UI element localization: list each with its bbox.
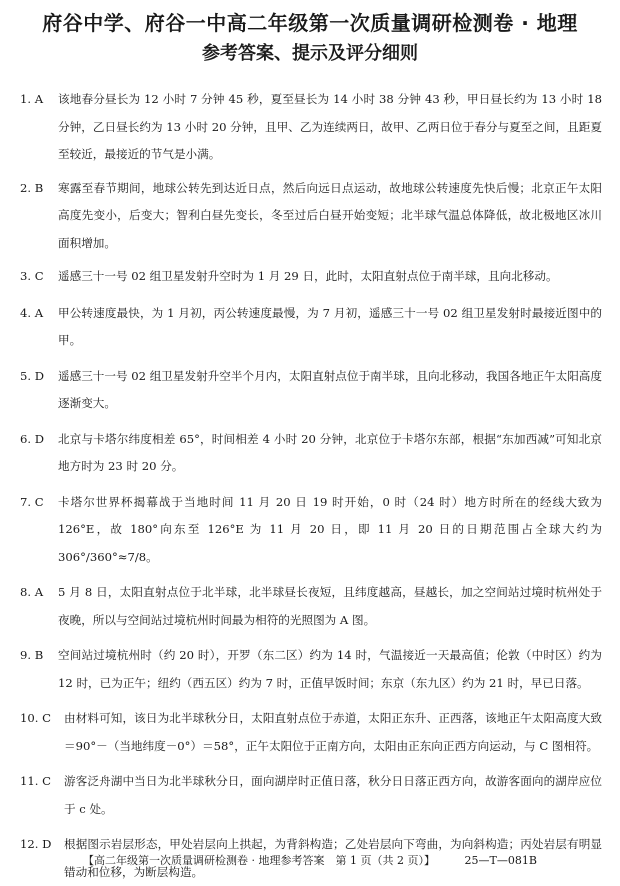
answer-explanation: 遥感三十一号 02 组卫星发射升空时为 1 月 29 日，此时，太阳直射点位于南半球，且向北移动。 bbox=[58, 269, 558, 283]
answer-explanation: 该地春分昼长为 12 小时 7 分钟 45 秒，夏至昼长为 14 小时 38 分钟 43 秒，甲日昼长约为 13 小时 18 分钟，乙日昼长约为 13 小时 20 分钟，且甲、乙为连续两日，故甲、乙两日位于春分与夏至之间，且距夏至较近，最接近的节气是小满。 bbox=[58, 92, 602, 161]
answer-number: 1. A bbox=[20, 92, 44, 106]
answer-number: 4. A bbox=[20, 305, 44, 320]
answer-item-8 bbox=[20, 579, 602, 634]
answer-number: 11. C bbox=[20, 774, 51, 788]
footer-caption: 【高二年级第一次质量调研检测卷 · 地理参考答案 第 1 页（共 2 页）】 bbox=[83, 854, 436, 867]
answer-item-5 bbox=[20, 363, 602, 418]
answer-number: 2. B bbox=[20, 180, 44, 195]
answer-explanation: 卡塔尔世界杯揭幕战于当地时间 11 月 20 日 19 时开始，0 时（24 时）地方时所在的经线大致为 126°E，故 180°向东至 126°E 为 11 月 20 日，即 11 月 20 日的日期范围占全球大约为 306°/360°≈7/8。 bbox=[58, 494, 602, 564]
answer-item-3 bbox=[20, 263, 602, 291]
answer-item-7 bbox=[20, 489, 602, 572]
answer-item-9 bbox=[20, 642, 602, 697]
answer-item-4 bbox=[20, 300, 602, 355]
answer-explanation: 由材料可知，该日为北半球秋分日，太阳直射点位于赤道，太阳正东升、正西落，该地正午太阳高度大致＝90°－（当地纬度－0°）＝58°，正午太阳位于正南方向，太阳由正东向正西方向运动，与 C 图相符。 bbox=[64, 711, 602, 753]
answer-explanation: 空间站过境杭州时（约 20 时），开罗（东二区）约为 14 时，气温接近一天最高值；伦敦（中时区）约为 12 时，已为正午；纽约（西五区）约为 7 时，正值早饭时间；东京（东九区）约为 21 时，早已日落。 bbox=[58, 648, 602, 690]
answer-item-10 bbox=[20, 705, 602, 760]
answer-item-6 bbox=[20, 426, 602, 481]
answer-explanation: 游客泛舟湖中当日为北半球秋分日，面向湖岸时正值日落，秋分日日落正西方向，故游客面向的湖岸应位于 c 处。 bbox=[64, 774, 602, 816]
document-code: 25—T—081B bbox=[464, 854, 537, 867]
answer-list bbox=[20, 86, 602, 886]
page-title: 府谷中学、府谷一中高二年级第一次质量调研检测卷 · 地理 bbox=[42, 11, 578, 35]
answer-number: 12. D bbox=[20, 837, 52, 851]
answer-explanation: 5 月 8 日，太阳直射点位于北半球，北半球昼长夜短，且纬度越高，昼越长，加之空间站过境时杭州处于夜晚，所以与空间站过境杭州时间最为相符的光照图为 A 图。 bbox=[58, 585, 602, 627]
page-footer bbox=[0, 852, 620, 870]
answer-item-2 bbox=[20, 175, 602, 258]
answer-number: 6. D bbox=[20, 431, 45, 446]
answer-explanation: 遥感三十一号 02 组卫星发射升空半个月内，太阳直射点位于南半球，且向北移动，我国各地正午太阳高度逐渐变大。 bbox=[58, 368, 602, 410]
answer-item-1 bbox=[20, 86, 602, 169]
answer-explanation: 甲公转速度最快，为 1 月初，丙公转速度最慢，为 7 月初，遥感三十一号 02 组卫星发射时最接近图中的甲。 bbox=[58, 305, 602, 347]
answer-number: 9. B bbox=[20, 648, 44, 662]
answer-explanation: 寒露至春节期间，地球公转先到达近日点，然后向远日点运动，故地球公转速度先快后慢；北京正午太阳高度先变小，后变大；智利白昼先变长，冬至过后白昼开始变短；北半球气温总体降低，故北极地区冰川面积增加。 bbox=[58, 180, 602, 250]
page-subtitle: 参考答案、提示及评分细则 bbox=[202, 43, 418, 64]
answer-number: 3. C bbox=[20, 269, 44, 283]
answer-number: 7. C bbox=[20, 494, 44, 509]
answer-explanation: 北京与卡塔尔纬度相差 65°，时间相差 4 小时 20 分钟，北京位于卡塔尔东部，根据“东加西减”可知北京地方时为 23 时 20 分。 bbox=[58, 431, 602, 473]
answer-number: 8. A bbox=[20, 585, 44, 599]
answer-explanation: 根据图示岩层形态，甲处岩层向上拱起，为背斜构造；乙处岩层向下弯曲，为向斜构造；丙处岩层有明显错动和位移，为断层构造。 bbox=[64, 837, 602, 879]
answer-number: 5. D bbox=[20, 368, 45, 383]
answer-number: 10. C bbox=[20, 711, 51, 725]
answer-item-11 bbox=[20, 768, 602, 823]
